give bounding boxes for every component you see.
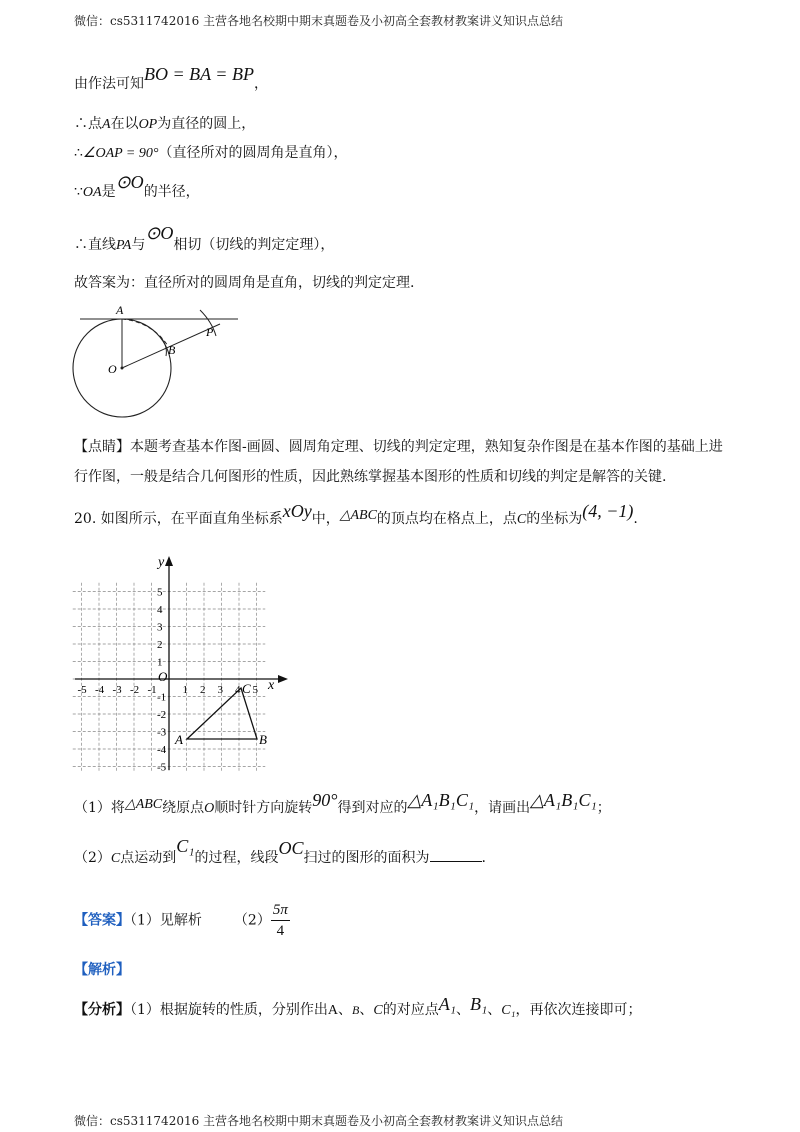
question-text-5: . (633, 511, 638, 527)
sub1-text-4: ，请画出 (474, 800, 531, 816)
proof-line-3-pre: ∴ (74, 145, 83, 161)
y-tick-label: 2 (157, 639, 163, 651)
sub1-text-3: 得到对应的 (337, 800, 408, 816)
vertex-a-label: A (175, 732, 183, 747)
fenxi-text-1: （1）根据旋转的性质，分别作出 (130, 1002, 328, 1018)
vertex-b-label: B (259, 732, 267, 747)
question-20 (74, 501, 638, 530)
question-text-2: 中， (311, 511, 340, 527)
sub2-text-1: 点运动到 (120, 850, 177, 866)
fenxi-sep: 、 (338, 1002, 353, 1018)
center-dot (121, 367, 124, 370)
proof-line-3 (74, 143, 347, 164)
y-tick-label: 1 (157, 656, 163, 669)
proof-line-2 (74, 114, 255, 135)
proof-line-5-tail: 相切（切线的判定定理）， (173, 237, 335, 253)
dianjing-tag: 【点睛】 (74, 439, 130, 455)
question-text-3: 的顶点均在格点上，点 (376, 511, 517, 527)
proof-line-2-mid: 在以 (110, 116, 139, 132)
fenxi-sep: 、 (456, 1002, 470, 1018)
question-number: 20. (74, 511, 97, 527)
angle-oap: ∠OAP = 90° (82, 146, 159, 161)
page-header: 微信：cs5311742016 主营各地名校期中期末真题卷及小初高全套教材教案讲义知识点总结 (74, 14, 564, 28)
dianjing-line-1 (74, 437, 723, 457)
segment-oa: OA (82, 185, 102, 200)
y-axis-arrow (165, 556, 173, 566)
answer-blank[interactable] (430, 847, 482, 862)
fenxi-point-a1: A₁ (438, 994, 456, 1014)
proof-line-5-mid: 与 (131, 237, 146, 253)
answer-line (74, 900, 290, 941)
y-axis-label: y (158, 555, 165, 570)
sub1-text-5: ； (596, 800, 611, 816)
page-footer: 微信：cs5311742016 主营各地名校期中期末真题卷及小初高全套教材教案讲义知识点总结 (74, 1114, 564, 1128)
y-tick-label: 3 (157, 621, 163, 634)
proof-line-1-math: BO = BA = BP (144, 64, 254, 84)
fenxi-line (74, 994, 642, 1021)
sub-question-1 (74, 790, 611, 819)
x-axis-arrow (278, 675, 288, 683)
sub1-origin-o: O (204, 801, 215, 816)
answer-part-1: （1）见解析 (130, 912, 202, 929)
coordinate-grid-figure (70, 550, 290, 772)
fenxi-text-2: 的对应点 (382, 1002, 439, 1018)
fenxi-point-b1: B₁ (470, 994, 488, 1014)
sub2-text-4: . (481, 850, 486, 866)
fenxi-text-3: ，再依次连接即可； (515, 1002, 642, 1018)
x-tick-label: 3 (217, 684, 223, 696)
sub2-text-2: 的过程，线段 (194, 850, 279, 866)
proof-line-4-pre: ∵ (74, 184, 83, 200)
sub1-text-2: 顺时针方向旋转 (214, 800, 313, 816)
fenxi-sep: 、 (487, 1002, 502, 1018)
proof-line-4-tail: 的半径， (143, 184, 200, 200)
answer-tag: 【答案】 (74, 912, 130, 929)
fig1-label-b: B (168, 343, 176, 357)
fenxi-point-a: A (327, 1003, 339, 1018)
proof-line-1-text: 由作法可知 (74, 76, 144, 92)
proof-line-4 (74, 172, 200, 203)
circle-o-symbol: ⊙O (145, 223, 174, 243)
sub2-text-3: 扫过的图形的面积为 (303, 850, 430, 866)
proof-line-5 (74, 223, 335, 256)
point-a: A (102, 117, 111, 132)
x-tick-label: 5 (252, 684, 258, 696)
x-axis-label: x (268, 678, 275, 693)
proof-line-1-tail: ， (253, 76, 268, 92)
origin-label: O (158, 669, 168, 684)
y-tick-label: -2 (157, 709, 167, 721)
y-tick-label: -5 (157, 761, 167, 772)
x-tick-label: -2 (130, 684, 140, 696)
sub2-point-c1: C₁ (176, 836, 195, 856)
proof-line-5-pre: ∴直线 (74, 237, 116, 253)
fraction-denominator: 4 (276, 923, 285, 939)
sub1-text-1: 绕原点 (162, 800, 205, 816)
dianjing-line-2: 行作图，一般是结合几何图形的性质，因此熟练掌握基本图形的性质和切线的判定是解答的关键. (74, 469, 667, 485)
fig1-label-a: A (116, 303, 124, 317)
proof-line-1 (74, 64, 268, 94)
proof-line-4-mid: 是 (101, 184, 116, 200)
proof-line-3-tail: （直径所对的圆周角是直角）， (158, 145, 348, 161)
arc-dashed (122, 319, 168, 346)
sub1-prefix: （1）将 (74, 800, 125, 816)
fenxi-point-b: B (352, 1003, 360, 1017)
sub2-point-c: C (110, 851, 121, 866)
dianjing-text-1: 本题考查基本作图-画圆、圆周角定理、切线的判定定理，熟知复杂作图是在基本作图的基础上进 (130, 439, 723, 455)
point-c-coordinate: (4, −1) (582, 501, 634, 521)
segment-op: OP (138, 117, 158, 132)
circle-tangent-figure (70, 302, 240, 424)
x-tick-label: -5 (77, 684, 87, 696)
fenxi-sep: 、 (359, 1002, 374, 1018)
sub-question-2 (74, 836, 486, 869)
triangle-abc: △ABC (339, 508, 377, 523)
y-tick-label: 4 (157, 604, 163, 616)
x-tick-label: 1 (182, 684, 188, 696)
proof-line-2-tail: 为直径的圆上， (157, 116, 256, 132)
fenxi-point-c1: C₁ (501, 1003, 516, 1018)
proof-line-6: 故答案为：直径所对的圆周角是直角，切线的判定定理. (74, 275, 415, 291)
y-tick-label: -1 (157, 691, 167, 704)
answer-part-2: （2） (233, 912, 271, 929)
sub1-angle-90: 90° (312, 790, 338, 810)
x-tick-labels (78, 684, 259, 696)
sub1-triangle-a1b1c1: △A₁B₁C₁ (407, 790, 475, 810)
x-tick-label: -1 (147, 684, 157, 696)
sub2-prefix: （2） (74, 850, 111, 866)
answer-fraction (271, 900, 290, 941)
proof-line-2-pre: ∴点 (74, 116, 102, 132)
x-tick-label: -4 (95, 684, 105, 696)
coord-system-xoy: xOy (282, 501, 312, 521)
circle-o-symbol: ⊙O (115, 172, 144, 192)
vertex-c-label: C (242, 681, 251, 696)
y-tick-label: -4 (157, 744, 167, 756)
analysis-tag: 【解析】 (74, 962, 130, 978)
question-text-1: 如图所示，在平面直角坐标系 (100, 511, 283, 527)
question-text-4: 的坐标为 (526, 511, 583, 527)
y-tick-label: 5 (157, 586, 163, 599)
fenxi-tag: 【分析】 (74, 1002, 130, 1018)
fig1-label-p: P (206, 325, 214, 339)
fraction-numerator: 5π (271, 900, 290, 921)
x-tick-label: 2 (200, 684, 206, 696)
sub1-triangle-a1b1c1-2: △A₁B₁C₁ (530, 790, 597, 810)
fig1-label-o: O (108, 362, 117, 376)
sub2-segment-oc: OC (278, 838, 304, 858)
point-c: C (516, 512, 527, 527)
x-tick-label: -3 (112, 684, 122, 696)
y-tick-label: -3 (157, 726, 167, 739)
line-pa: PA (116, 238, 132, 253)
fenxi-point-c: C (373, 1003, 383, 1018)
x-tick-label: 4 (235, 684, 241, 696)
sub1-triangle-abc: △ABC (124, 797, 163, 812)
